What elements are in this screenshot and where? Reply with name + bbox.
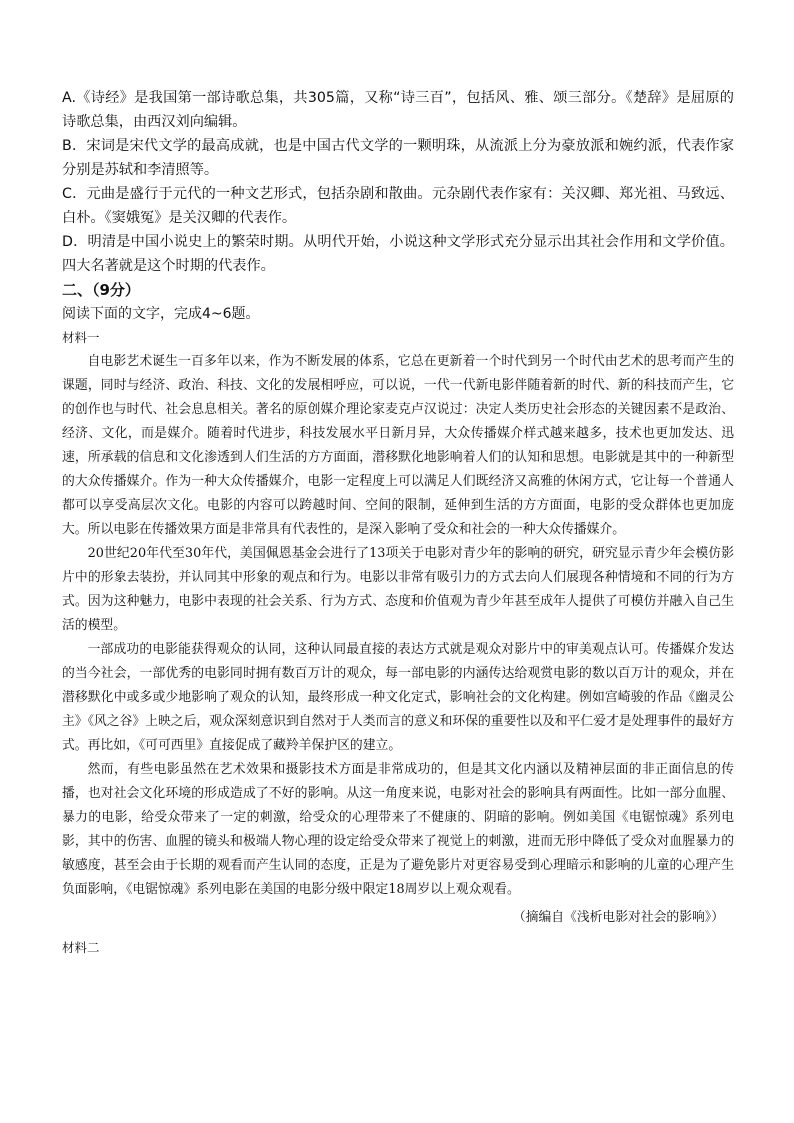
section-instruction: 阅读下面的文字，完成4~6题。 — [62, 306, 260, 322]
material-1-source: （摘编自《浅析电影对社会的影响》） — [512, 910, 724, 925]
section-title: 二、（9分） — [62, 281, 140, 299]
option-b: B．宋词是宋代文学的最高成就，也是中国古代文学的一颗明珠，从流派上分为豪放派和婉约派，代表作家分别是苏轼和李清照等。 — [62, 138, 734, 178]
material-1-paragraph: 20世纪20年代至30年代，美国佩恩基金会进行了13项关于电影对青少年的影响的研究，研究显示青少年会模仿影片中的形象去装扮，并认同其中形象的观点和行为。电影以非常有吸引力的方式去向人们展现各种情境和不同的行为方式。因为这种魅力，电影中表现的社会关系、行为方式、态度和价值观为青少年甚至成年人提供了可模仿并融入自己生活的模型。 — [62, 546, 734, 633]
option-c: C．元曲是盛行于元代的一种文艺形式，包括杂剧和散曲。元杂剧代表作家有：关汉卿、郑光祖、马致远、白朴。《窦娥冤》是关汉卿的代表作。 — [62, 186, 734, 226]
material-1-paragraph: 一部成功的电影能获得观众的认同，这种认同最直接的表达方式就是观众对影片中的审美观点认可。传播媒介发达的当今社会，一部优秀的电影同时拥有数百万计的观众，每一部电影的内涵传达给观赏电影的数以百万计的观众，并在潜移默化中或多或少地影响了观众的认知，最终形成一种文化定式，影响社会的文化构建。例如宫崎骏的作品《幽灵公主》《风之谷》上映之后，观众深刻意识到自然对于人类而言的意义和环保的重要性以及和平仁爱才是处理事件的最好方式。再比如，《可可西里》直接促成了藏羚羊保护区的建立。 — [62, 642, 734, 753]
material-1-paragraph: 自电影艺术诞生一百多年以来，作为不断发展的体系，它总在更新着一个时代到另一个时代由艺术的思考而产生的课题，同时与经济、政治、科技、文化的发展相呼应，可以说，一代一代新电影伴随着新的时代、新的科技而产生，它的创作也与时代、社会息息相关。著名的原创媒介理论家麦克卢汉说过：决定人类历史社会形态的关键因素不是政治、经济、文化，而是媒介。随着时代进步，科技发展水平日新月异，大众传播媒介样式越来越多，技术也更加发达、迅速，所承载的信息和文化渗透到人们生活的方方面面，潜移默化地影响着人们的认知和思想。电影就是其中的一种新型的大众传播媒介。作为一种大众传播媒介，电影一定程度上可以满足人们既经济又高雅的休闲方式，它让每一个普通人都可以享受高层次文化。电影的内容可以跨越时间、空间的限制，延伸到生活的方方面面，电影的受众群体也更加庞大。所以电影在传播效果方面是非常具有代表性的，是深入影响了受众和社会的一种大众传播媒介。 — [62, 354, 734, 537]
exam-page — [62, 86, 734, 960]
option-a: A.《诗经》是我国第一部诗歌总集，共305篇，又称“诗三百”，包括风、雅、颂三部分。《楚辞》是屈原的诗歌总集，由西汉刘向编辑。 — [62, 90, 734, 130]
material-1-paragraph: 然而，有些电影虽然在艺术效果和摄影技术方面是非常成功的，但是其文化内涵以及精神层面的非正面信息的传播，也对社会文化环境的形成造成了不好的影响。从这一角度来说，电影对社会的影响具有两面性。比如一部分血腥、暴力的电影，给受众带来了一定的刺激，给受众的心理带来了不健康的、阴暗的影响。例如美国《电锯惊魂》系列电影，其中的伤害、血腥的镜头和极端人物心理的设定给受众带来了视觉上的刺激，进而无形中降低了受众对血腥暴力的敏感度，甚至会由于长期的观看而产生认同的态度，正是为了避免影片对更容易受到心理暗示和影响的儿童的心理产生负面影响，《电锯惊魂》系列电影在美国的电影分级中限定18周岁以上观众观看。 — [62, 762, 734, 897]
option-d: D．明清是中国小说史上的繁荣时期。从明代开始，小说这种文学形式充分显示出其社会作用和文学价值。四大名著就是这个时期的代表作。 — [62, 234, 734, 274]
material-2-label: 材料二 — [62, 940, 100, 955]
material-1-label: 材料一 — [62, 330, 100, 345]
